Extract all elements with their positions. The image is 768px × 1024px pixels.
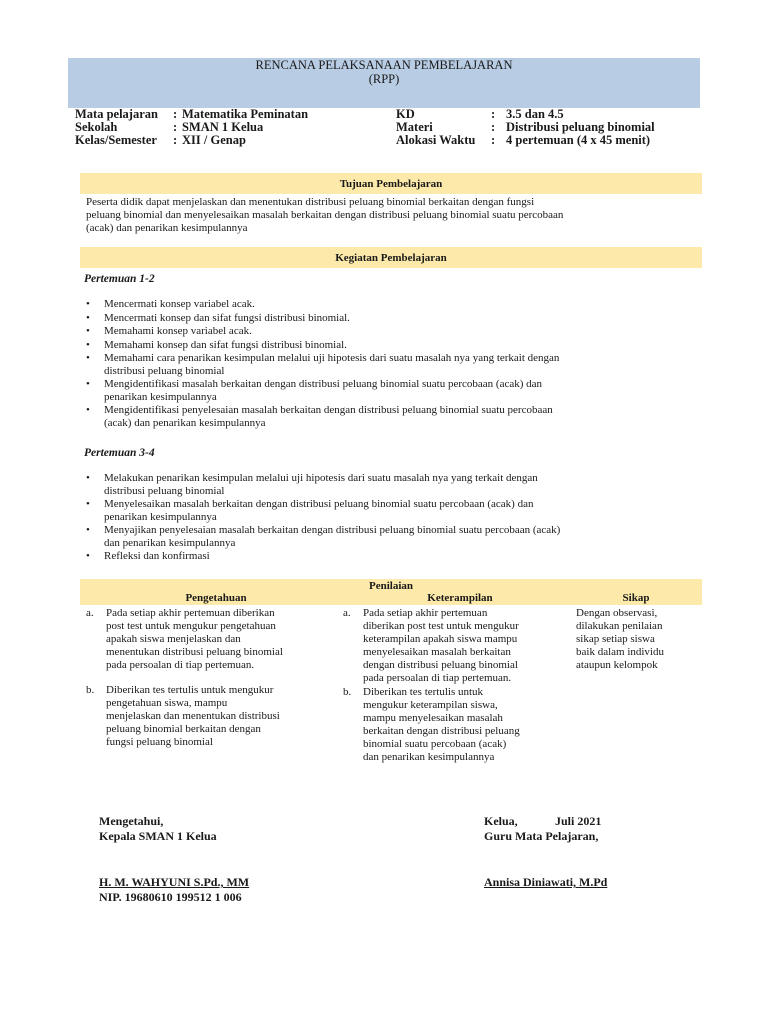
- item-line: Pada setiap akhir pertemuan: [363, 607, 488, 619]
- item-line: Menyelesaikan masalah berkaitan dengan distribusi peluang binomial suatu percobaan (acak) dan: [104, 498, 534, 510]
- sig-right-line2: Guru Mata Pelajaran,: [484, 829, 599, 843]
- pertemuan-1-label: Pertemuan 1-2: [84, 273, 155, 285]
- tujuan-heading: Tujuan Pembelajaran: [80, 173, 702, 194]
- pertemuan-2-list: [86, 472, 696, 564]
- list-item: [86, 339, 696, 352]
- item-line: berkaitan dengan distribusi peluang: [363, 725, 520, 737]
- document-title: RENCANA PELAKSANAAN PEMBELAJARAN: [255, 58, 513, 72]
- bullet-icon: •: [86, 378, 90, 390]
- info-sep: :: [173, 133, 178, 147]
- info-label: KD: [396, 107, 415, 121]
- info-sep: :: [491, 133, 496, 147]
- list-item: [86, 325, 696, 338]
- item-line: penarikan kesimpulannya: [104, 390, 217, 403]
- item-line: Memahami cara penarikan kesimpulan melalui uji hipotesis dari suatu masalah nya yang terkait dengan: [104, 352, 560, 364]
- item-label: b.: [86, 684, 95, 696]
- pengetahuan-item: [86, 684, 336, 749]
- item-line: binomial suatu percobaan (acak): [363, 738, 507, 750]
- bullet-icon: •: [86, 311, 90, 324]
- list-item: [86, 378, 696, 403]
- pertemuan-2-label: Pertemuan 3-4: [84, 447, 155, 459]
- sig-left-line1: Mengetahui,: [99, 814, 164, 828]
- item-line: pada persoalan di tiap pertemuan.: [106, 659, 255, 671]
- tujuan-line: peluang binomial dan menyelesaikan masalah berkaitan dengan distribusi peluang binomial suatu percobaan: [86, 209, 564, 221]
- item-line: Melakukan penarikan kesimpulan melalui uji hipotesis dari suatu masalah nya yang terkait dengan: [104, 472, 538, 484]
- list-item: [86, 472, 696, 497]
- bullet-icon: •: [86, 472, 90, 484]
- info-label: Alokasi Waktu: [396, 133, 476, 147]
- item-line: penarikan kesimpulannya: [104, 510, 217, 523]
- sig-left-name: H. M. WAHYUNI S.Pd., MM: [99, 875, 250, 889]
- bullet-icon: •: [86, 352, 90, 364]
- item-line: menjelaskan dan menentukan distribusi: [106, 710, 280, 722]
- info-value: XII / Genap: [182, 133, 246, 147]
- keterampilan-item: [343, 607, 573, 685]
- item-line: fungsi peluang binomial: [106, 736, 213, 748]
- item-line: apakah siswa menjelaskan dan: [106, 633, 241, 645]
- bullet-icon: •: [86, 524, 90, 536]
- title-band: [68, 58, 700, 108]
- info-value: Matematika Peminatan: [182, 107, 309, 121]
- list-item: [86, 524, 696, 549]
- sig-right-name: Annisa Diniawati, M.Pd: [484, 875, 608, 889]
- sig-left-line2: Kepala SMAN 1 Kelua: [99, 829, 217, 843]
- info-value: 4 pertemuan (4 x 45 menit): [506, 133, 651, 147]
- info-value: 3.5 dan 4.5: [506, 107, 564, 121]
- info-value: SMAN 1 Kelua: [182, 120, 264, 134]
- bullet-icon: •: [86, 550, 90, 562]
- item-line: Mengidentifikasi masalah berkaitan dengan distribusi peluang binomial suatu percobaan (acak) dan: [104, 378, 543, 390]
- document-subtitle: (RPP): [368, 72, 400, 86]
- sikap-text: [576, 607, 702, 672]
- item-line: ataupun kelompok: [576, 659, 658, 671]
- sig-right-date: Juli 2021: [555, 814, 602, 828]
- kegiatan-heading: Kegiatan Pembelajaran: [80, 247, 702, 268]
- keterampilan-item: [343, 686, 573, 764]
- tujuan-line: (acak) dan penarikan kesimpulannya: [86, 222, 248, 234]
- bullet-icon: •: [86, 498, 90, 510]
- item-line: baik dalam individu: [576, 646, 664, 658]
- item-line: diberikan post test untuk mengukur: [363, 620, 519, 632]
- item-line: menentukan distribusi peluang binomial: [106, 646, 283, 658]
- item-line: distribusi peluang binomial: [104, 484, 225, 497]
- item-line: Diberikan tes tertulis untuk: [363, 686, 484, 698]
- item-line: (acak) dan penarikan kesimpulannya: [104, 416, 266, 429]
- item-line: Memahami konsep dan sifat fungsi distribusi binomial.: [104, 338, 347, 351]
- item-line: sikap setiap siswa: [576, 633, 655, 645]
- item-line: Pada setiap akhir pertemuan diberikan: [106, 607, 275, 619]
- list-item: [86, 404, 696, 429]
- bullet-icon: •: [86, 325, 90, 337]
- sig-right-place: Kelua,: [484, 814, 518, 828]
- item-line: pengetahuan siswa, mampu: [106, 697, 228, 709]
- sig-left-nip: NIP. 19680610 199512 1 006: [99, 890, 242, 904]
- item-label: b.: [343, 686, 352, 698]
- item-line: Mencermati konsep dan sifat fungsi distribusi binomial.: [104, 311, 350, 324]
- item-line: dengan distribusi peluang binomial: [363, 659, 518, 671]
- item-line: pada persoalan di tiap pertemuan.: [363, 672, 512, 684]
- list-item: [86, 352, 696, 377]
- item-line: peluang binomial berkaitan dengan: [106, 723, 261, 735]
- info-sep: :: [491, 120, 496, 134]
- list-item: [86, 498, 696, 523]
- item-line: distribusi peluang binomial: [104, 364, 225, 377]
- item-line: Diberikan tes tertulis untuk mengukur: [106, 684, 274, 696]
- item-line: dan penarikan kesimpulannya: [363, 751, 495, 763]
- item-line: Memahami konsep variabel acak.: [104, 325, 252, 337]
- item-line: Mengidentifikasi penyelesaian masalah berkaitan dengan distribusi peluang binomial suatu percobaan: [104, 404, 553, 416]
- pengetahuan-item: [86, 607, 336, 672]
- list-item: [86, 298, 696, 311]
- column-sikap: Sikap: [622, 592, 650, 604]
- item-line: post test untuk mengukur pengetahuan: [106, 620, 276, 632]
- column-pengetahuan: Pengetahuan: [185, 592, 247, 604]
- penilaian-heading: Penilaian: [80, 579, 702, 593]
- info-sep: :: [173, 120, 178, 134]
- item-label: a.: [343, 607, 351, 619]
- item-line: menyelesaikan masalah berkaitan: [363, 646, 511, 658]
- info-value: Distribusi peluang binomial: [506, 120, 655, 134]
- info-label: Mata pelajaran: [75, 107, 158, 121]
- column-keterampilan: Keterampilan: [427, 592, 493, 604]
- info-sep: :: [173, 107, 178, 121]
- list-item: [86, 550, 696, 563]
- info-label: Kelas/Semester: [75, 133, 157, 147]
- info-sep: :: [491, 107, 496, 121]
- bullet-icon: •: [86, 298, 90, 310]
- item-label: a.: [86, 607, 94, 619]
- bullet-icon: •: [86, 404, 90, 416]
- item-line: Menyajikan penyelesaian masalah berkaitan dengan distribusi peluang binomial suatu percobaan (acak): [104, 524, 561, 536]
- tujuan-text: [86, 196, 698, 235]
- item-line: dan penarikan kesimpulannya: [104, 536, 236, 549]
- tujuan-line: Peserta didik dapat menjelaskan dan menentukan distribusi peluang binomial berkaitan dengan fungsi: [86, 196, 535, 208]
- info-label: Sekolah: [75, 120, 118, 134]
- item-line: Mencermati konsep variabel acak.: [104, 298, 255, 310]
- item-line: dilakukan penilaian: [576, 620, 663, 632]
- item-line: keterampilan apakah siswa mampu: [363, 633, 518, 645]
- item-line: mengukur keterampilan siswa,: [363, 699, 498, 711]
- penilaian-columns-band: [80, 593, 702, 605]
- bullet-icon: •: [86, 338, 90, 351]
- item-line: Refleksi dan konfirmasi: [104, 550, 210, 562]
- list-item: [86, 312, 696, 325]
- pertemuan-1-list: [86, 298, 696, 430]
- item-line: mampu menyelesaikan masalah: [363, 712, 503, 724]
- item-line: Dengan observasi,: [576, 607, 658, 619]
- info-label: Materi: [396, 120, 433, 134]
